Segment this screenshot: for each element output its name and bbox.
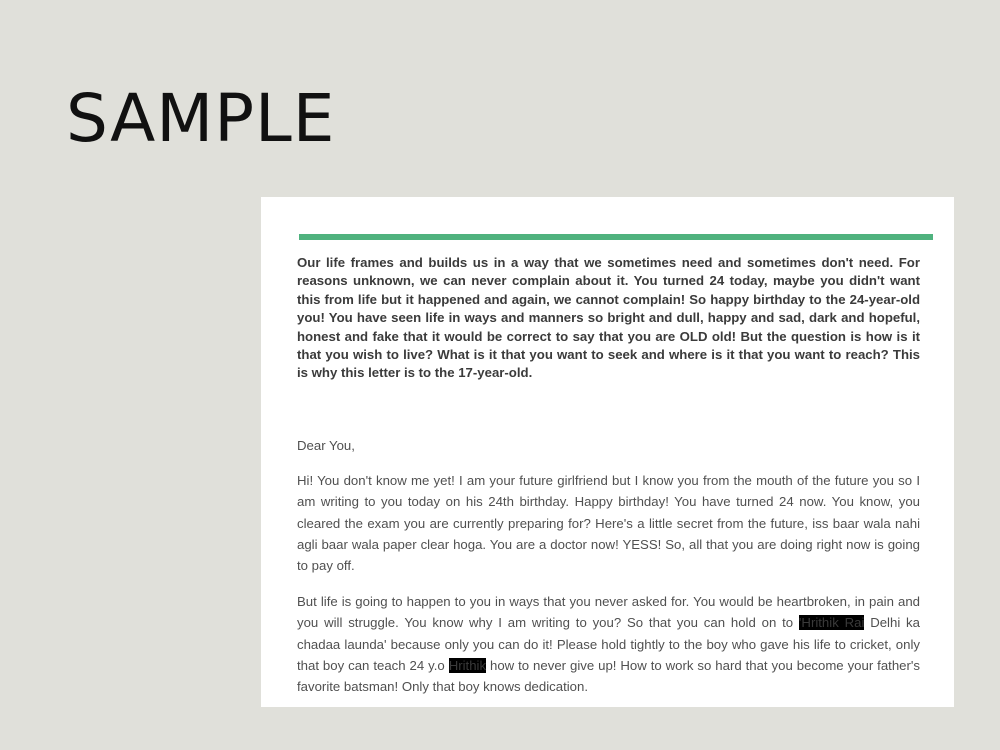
slide-title: SAMPLE	[66, 80, 336, 157]
redacted-name-2: Hrithik	[448, 657, 487, 673]
letter-document	[261, 197, 954, 707]
letter-greeting: Dear You,	[297, 438, 355, 453]
paragraph-2-text-part-2: Delhi ka chadaa launda' because only you can do it! Please hold tightly to the boy who gave his life to cricket, only that boy can teach 24 y.o	[297, 615, 920, 673]
paragraph-2-text-part-3: how to never give up! How to work so hard that you become your father's favorite batsman! Only that boy knows dedication.	[297, 657, 921, 695]
accent-divider	[299, 234, 933, 240]
paragraph-2-text-part-1: But life is going to happen to you in ways that you never asked for. You would be heartbroken, in pain and you will struggle. You know why I am writing to you? So that you can hold on to	[297, 594, 920, 631]
letter-paragraph-1: Hi! You don't know me yet! I am your future girlfriend but I know you from the mouth of the future you so I am writing to you today on his 24th birthday. Happy birthday! You have turned 24 now. You know, you cleared the exam you are currently preparing for? Here's a little secret from the future, iss baar wala nahi agli baar wala paper clear hoga. You are a doctor now! YESS! So, all that you are doing right now is going to pay off.	[297, 473, 920, 574]
redacted-name-1: 'Hrithik Rai	[798, 615, 865, 631]
letter-paragraph-2	[297, 591, 920, 697]
intro-paragraph: Our life frames and builds us in a way that we sometimes need and sometimes don't need. For reasons unknown, we can never complain about it. You turned 24 today, maybe you didn't want this from life but it happened and again, we cannot complain! So happy birthday to the 24-year-old you! You have seen life in ways and manners so bright and dull, happy and sad, dark and hopeful, honest and fake that it would be correct to say that you are OLD old! But the question is how is it that you wish to live? What is it that you want to seek and where is it that you want to reach? This is why this letter is to the 17-year-old.	[297, 255, 920, 381]
